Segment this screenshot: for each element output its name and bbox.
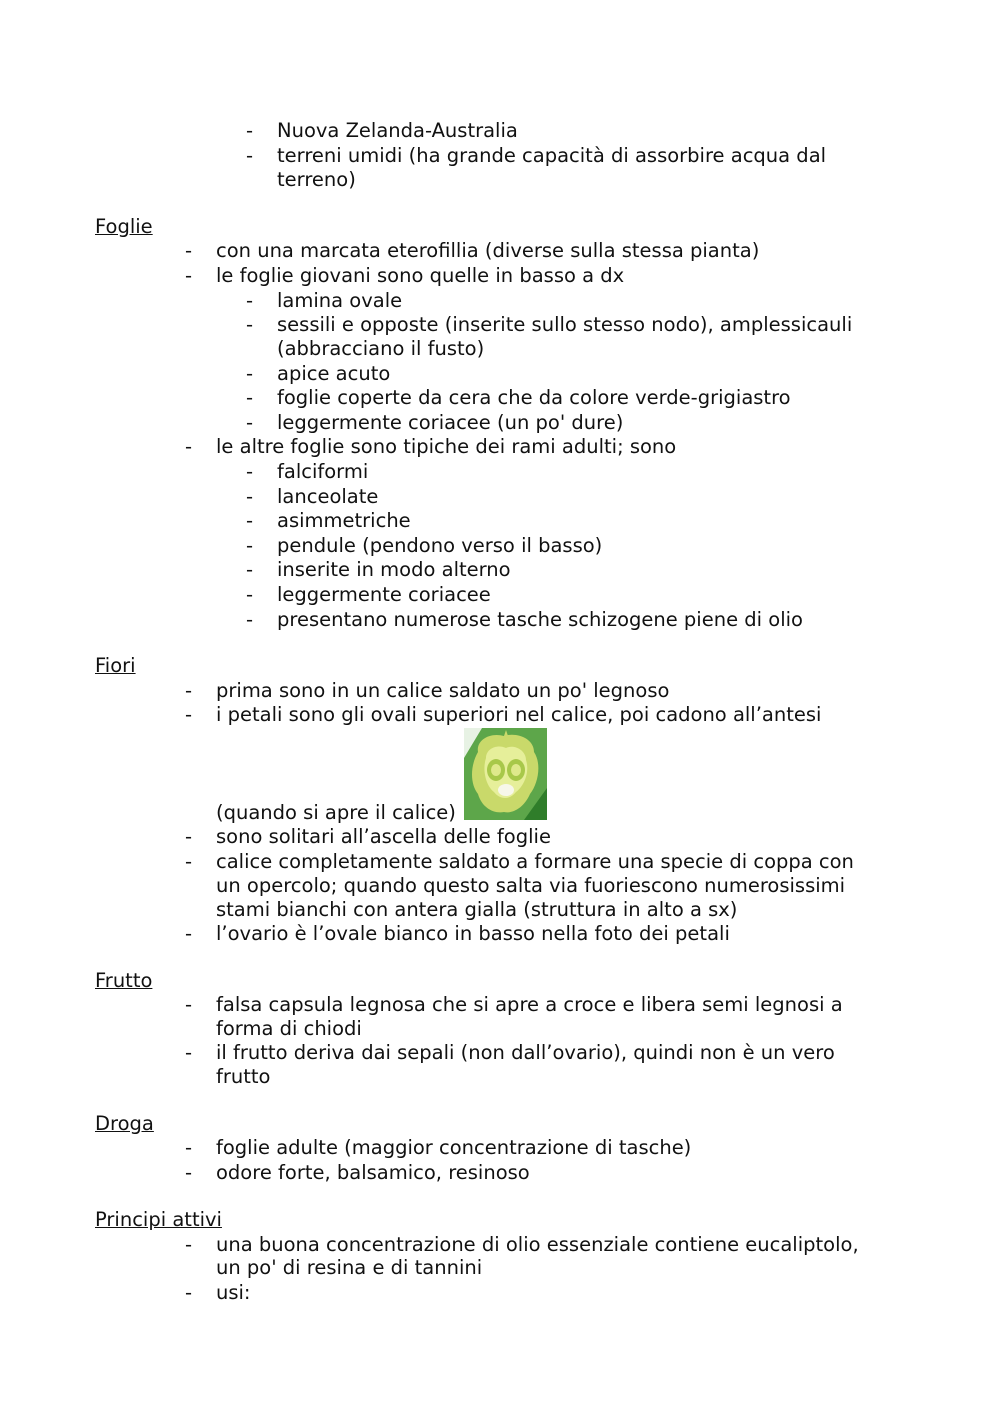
list-item: odore forte, balsamico, resinoso xyxy=(216,1161,530,1184)
bullet-dash: - xyxy=(246,386,254,409)
list-item: le altre foglie sono tipiche dei rami adulti; sono xyxy=(216,435,677,458)
bullet-dash: - xyxy=(185,1161,193,1184)
bullet-dash: - xyxy=(185,1281,193,1304)
bullet-dash: - xyxy=(246,460,254,483)
bullet-dash: - xyxy=(246,313,254,336)
bullet-dash: - xyxy=(185,679,193,702)
list-item: foglie coperte da cera che da colore verde-grigiastro xyxy=(277,386,791,409)
list-item: foglie adulte (maggior concentrazione di tasche) xyxy=(216,1136,692,1159)
list-item-continuation: (abbracciano il fusto) xyxy=(277,337,485,360)
list-item: sono solitari all’ascella delle foglie xyxy=(216,825,551,848)
list-item-continuation: un opercolo; quando questo salta via fuoriescono numerosissimi xyxy=(216,874,846,897)
list-item: lamina ovale xyxy=(277,289,403,312)
section-heading-frutto: Frutto xyxy=(95,969,153,992)
bullet-dash: - xyxy=(185,922,193,945)
bullet-dash: - xyxy=(185,1041,193,1064)
list-item: inserite in modo alterno xyxy=(277,558,511,581)
list-item: il frutto deriva dai sepali (non dall’ovario), quindi non è un vero xyxy=(216,1041,835,1064)
list-item: usi: xyxy=(216,1281,251,1304)
bullet-dash: - xyxy=(246,608,254,631)
list-item: calice completamente saldato a formare una specie di coppa con xyxy=(216,850,854,873)
list-item: leggermente coriacee xyxy=(277,583,491,606)
bullet-dash: - xyxy=(185,264,193,287)
list-item: falciformi xyxy=(277,460,369,483)
section-heading-principi-attivi: Principi attivi xyxy=(95,1208,222,1231)
bullet-dash: - xyxy=(246,144,254,167)
list-item-continuation: (quando si apre il calice) xyxy=(216,801,456,824)
list-item: una buona concentrazione di olio essenziale contiene eucaliptolo, xyxy=(216,1233,859,1256)
bullet-dash: - xyxy=(246,289,254,312)
list-item: le foglie giovani sono quelle in basso a dx xyxy=(216,264,625,287)
list-item: i petali sono gli ovali superiori nel calice, poi cadono all’antesi xyxy=(216,703,822,726)
section-heading-foglie: Foglie xyxy=(95,215,153,238)
list-item-continuation: terreno) xyxy=(277,168,356,191)
list-item: pendule (pendono verso il basso) xyxy=(277,534,603,557)
list-item: terreni umidi (ha grande capacità di assorbire acqua dal xyxy=(277,144,827,167)
list-item: falsa capsula legnosa che si apre a croce e libera semi legnosi a xyxy=(216,993,843,1016)
bullet-dash: - xyxy=(246,411,254,434)
section-heading-fiori: Fiori xyxy=(95,654,136,677)
list-item-continuation: forma di chiodi xyxy=(216,1017,362,1040)
flower-cross-section-image xyxy=(464,728,547,820)
list-item: l’ovario è l’ovale bianco in basso nella foto dei petali xyxy=(216,922,730,945)
list-item-continuation: un po' di resina e di tannini xyxy=(216,1256,483,1279)
bullet-dash: - xyxy=(246,119,254,142)
list-item: asimmetriche xyxy=(277,509,411,532)
list-item: con una marcata eterofillia (diverse sulla stessa pianta) xyxy=(216,239,760,262)
bullet-dash: - xyxy=(246,583,254,606)
bullet-dash: - xyxy=(185,993,193,1016)
list-item-continuation: frutto xyxy=(216,1065,271,1088)
bullet-dash: - xyxy=(185,703,193,726)
bullet-dash: - xyxy=(246,509,254,532)
list-item: Nuova Zelanda-Australia xyxy=(277,119,518,142)
list-item: apice acuto xyxy=(277,362,391,385)
bullet-dash: - xyxy=(246,558,254,581)
bullet-dash: - xyxy=(185,1233,193,1256)
list-item: prima sono in un calice saldato un po' legnoso xyxy=(216,679,670,702)
list-item: sessili e opposte (inserite sullo stesso nodo), amplessicauli xyxy=(277,313,853,336)
bullet-dash: - xyxy=(246,485,254,508)
bullet-dash: - xyxy=(185,435,193,458)
list-item: lanceolate xyxy=(277,485,379,508)
bullet-dash: - xyxy=(246,534,254,557)
section-heading-droga: Droga xyxy=(95,1112,154,1135)
list-item: presentano numerose tasche schizogene piene di olio xyxy=(277,608,803,631)
bullet-dash: - xyxy=(185,1136,193,1159)
bullet-dash: - xyxy=(185,825,193,848)
list-item: leggermente coriacee (un po' dure) xyxy=(277,411,624,434)
bullet-dash: - xyxy=(246,362,254,385)
bullet-dash: - xyxy=(185,850,193,873)
bullet-dash: - xyxy=(185,239,193,262)
list-item-continuation: stami bianchi con antera gialla (struttura in alto a sx) xyxy=(216,898,738,921)
